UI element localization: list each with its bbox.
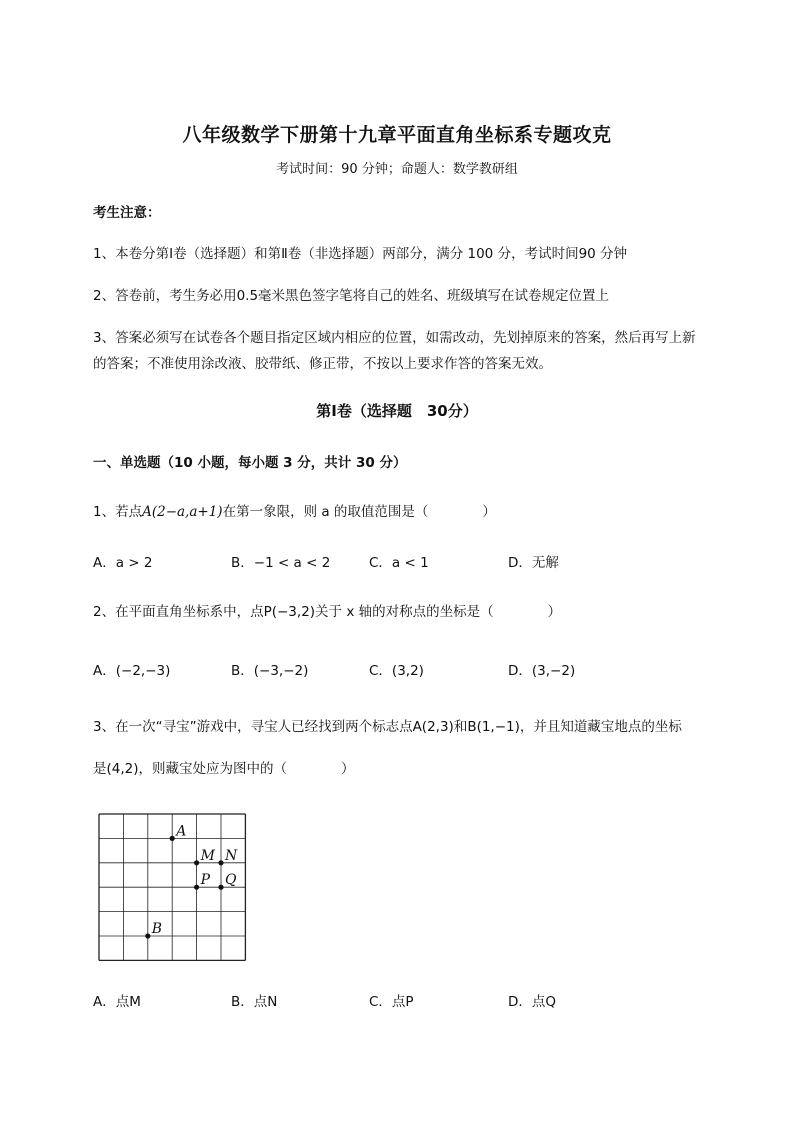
question-1-suffix: 在第一象限，则 a 的取值范围是（ ） xyxy=(222,504,496,520)
page-title: 八年级数学下册第十九章平面直角坐标系专题攻克 xyxy=(182,124,612,146)
question-3-line-2: 是(4,2)，则藏宝处应为图中的（ ） xyxy=(93,761,355,777)
part-heading: 一、单选题（10 小题，每小题 3 分，共计 30 分） xyxy=(93,455,407,471)
q3-option-c: C．点P xyxy=(369,994,414,1010)
q3-option-d: D．点Q xyxy=(508,994,557,1010)
grid-point-q xyxy=(218,885,223,890)
grid-point-p xyxy=(194,885,199,890)
grid-point-n xyxy=(218,860,223,865)
question-1 xyxy=(93,500,496,520)
grid-point-label-q: Q xyxy=(225,872,237,889)
q2-option-a: A．(−2,−3) xyxy=(93,663,171,679)
grid-point-label-m: M xyxy=(200,847,215,864)
question-1-prefix: 1、若点 xyxy=(93,504,143,520)
notice-item-3-line-2: 的答案；不准使用涂改液、胶带纸、修正带，不按以上要求作答的答案无效。 xyxy=(93,356,552,372)
notice-item-3-line-1: 3、答案必须写在试卷各个题目指定区域内相应的位置，如需改动，先划掉原来的答案，然后再写上新 xyxy=(93,330,696,346)
q1-option-b: B．−1 < a < 2 xyxy=(231,555,331,571)
q1-option-c: C．a < 1 xyxy=(369,555,429,571)
q2-option-b: B．(−3,−2) xyxy=(231,663,309,679)
q1-option-a: A．a > 2 xyxy=(93,555,153,571)
notice-item-2: 2、答卷前，考生务必用0.5毫米黑色签字笔将自己的姓名、班级填写在试卷规定位置上 xyxy=(93,288,610,304)
notice-item-1: 1、本卷分第Ⅰ卷（选择题）和第Ⅱ卷（非选择题）两部分，满分 100 分，考试时间90 分钟 xyxy=(93,246,628,262)
section-title: 第Ⅰ卷（选择题 30分） xyxy=(316,402,478,420)
notice-heading: 考生注意： xyxy=(93,205,161,221)
grid-point-label-n: N xyxy=(225,847,238,864)
q1-option-d: D．无解 xyxy=(508,555,559,571)
grid-point-b xyxy=(145,933,150,938)
question-3-line-1: 3、在一次“寻宝”游戏中，寻宝人已经找到两个标志点A(2,3)和B(1,−1)，并且知道藏宝地点的坐标 xyxy=(93,719,682,735)
treasure-grid-figure xyxy=(98,813,248,967)
question-2: 2、在平面直角坐标系中，点P(−3,2)关于 x 轴的对称点的坐标是（ ） xyxy=(93,604,562,620)
grid-point-label-p: P xyxy=(200,872,211,889)
grid-point-m xyxy=(194,860,199,865)
q2-option-d: D．(3,−2) xyxy=(508,663,576,679)
q2-option-c: C．(3,2) xyxy=(369,663,424,679)
q3-option-b: B．点N xyxy=(231,994,278,1010)
grid-point-label-a: A xyxy=(176,823,187,840)
grid-point-a xyxy=(170,836,175,841)
question-1-point: A(2−a,a+1) xyxy=(142,504,223,520)
exam-info: 考试时间：90 分钟；命题人：数学教研组 xyxy=(276,162,518,177)
grid-point-label-b: B xyxy=(151,921,163,937)
q3-option-a: A．点M xyxy=(93,994,141,1010)
grid-svg xyxy=(98,813,248,963)
